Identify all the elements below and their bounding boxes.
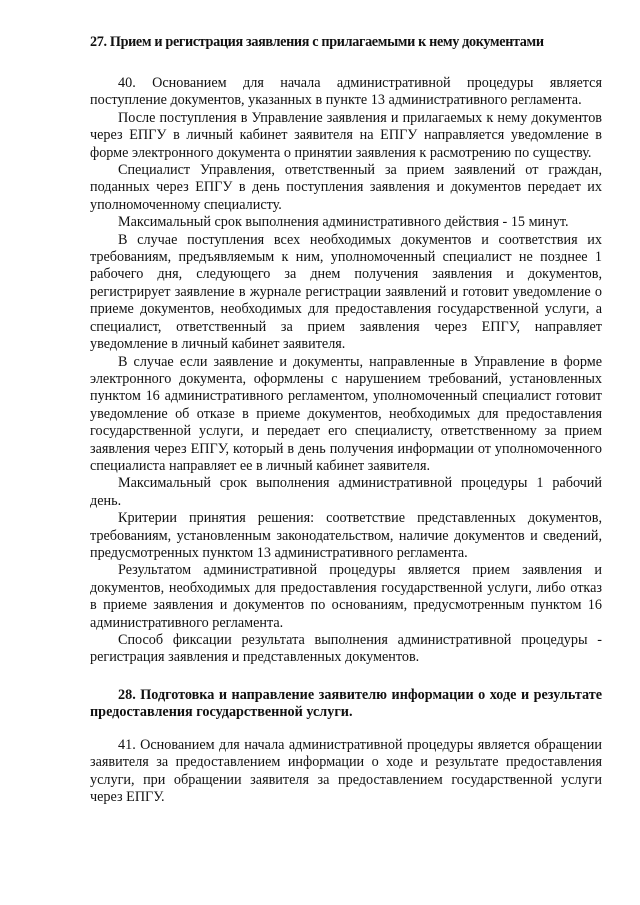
paragraph-notification: После поступления в Управление заявления и прилагаемых к нему документов через ЕПГУ в личный кабинет заявителя на ЕПГУ направляется уведомление в форме электронного документа о принятии заявления к расмотрению по существу. xyxy=(90,109,602,161)
paragraph-registration: В случае поступления всех необходимых документов и соответствия их требованиям, предъявляемым к ним, уполномоченный специалист не позднее 1 рабочего дня, следующего за днем получения заявления и документов, регистрирует заявление в журнале регистрации заявлений и готовит уведомление о приеме документов, необходимых для предоставления государственной услуги, а специалист, ответственный за прием заявления через ЕПГУ, направляет уведомление в личный кабинет заявителя. xyxy=(90,231,602,353)
paragraph-max-term-15min: Максимальный срок выполнения административного действия - 15 минут. xyxy=(118,214,569,231)
paragraph-refusal: В случае если заявление и документы, направленные в Управление в форме электронного документа, оформлены с нарушением требований, установленных пунктом 16 административного регламентом, уполномоченный специалист готовит уведомление об отказе в приеме документов, необходимых для предоставления государственной услуги, и передает его специалисту, ответственному за прием заявления через ЕПГУ, который в день получения информации от уполномоченного специалиста направляет ее в личный кабинет заявителя. xyxy=(90,353,602,474)
document-body xyxy=(90,34,602,806)
paragraph-specialist: Специалист Управления, ответственный за прием заявлений от граждан, поданных через ЕПГУ в день поступления заявления и документов передает их уполномоченному специалисту. xyxy=(90,162,602,213)
section-28-heading: 28. Подготовка и направление заявителю информации о ходе и результате предоставления государственной услуги. xyxy=(90,686,602,720)
section-27-heading: 27. Прием и регистрация заявления с прилагаемыми к нему документами xyxy=(90,34,544,50)
paragraph-result: Результатом административной процедуры является прием заявления и документов, необходимых для предоставления государственной услуги, либо отказ в приеме заявления и документов по основаниям, предусмотренным пунктом 16 административного регламента. xyxy=(90,562,602,631)
paragraph-max-term-1day: Максимальный срок выполнения административной процедуры 1 рабочий день. xyxy=(90,475,602,509)
paragraph-fixation: Способ фиксации результата выполнения административной процедуры - регистрация заявления и представленных документов. xyxy=(90,632,602,666)
paragraph-criteria: Критерии принятия решения: соответствие представленных документов, требованиям, установленным законодательством, наличие документов и сведений, предусмотренных пунктом 13 административного регламента. xyxy=(90,510,602,561)
paragraph-40: 40. Основанием для начала административной процедуры является поступление документов, указанных в пункте 13 административного регламента. xyxy=(90,75,602,109)
paragraph-41: 41. Основанием для начала административной процедуры является обращении заявителя за предоставлением информации о ходе и результате предоставления услуги, при обращении заявителя за предоставлением государственной услуги через ЕПГУ. xyxy=(90,736,602,806)
